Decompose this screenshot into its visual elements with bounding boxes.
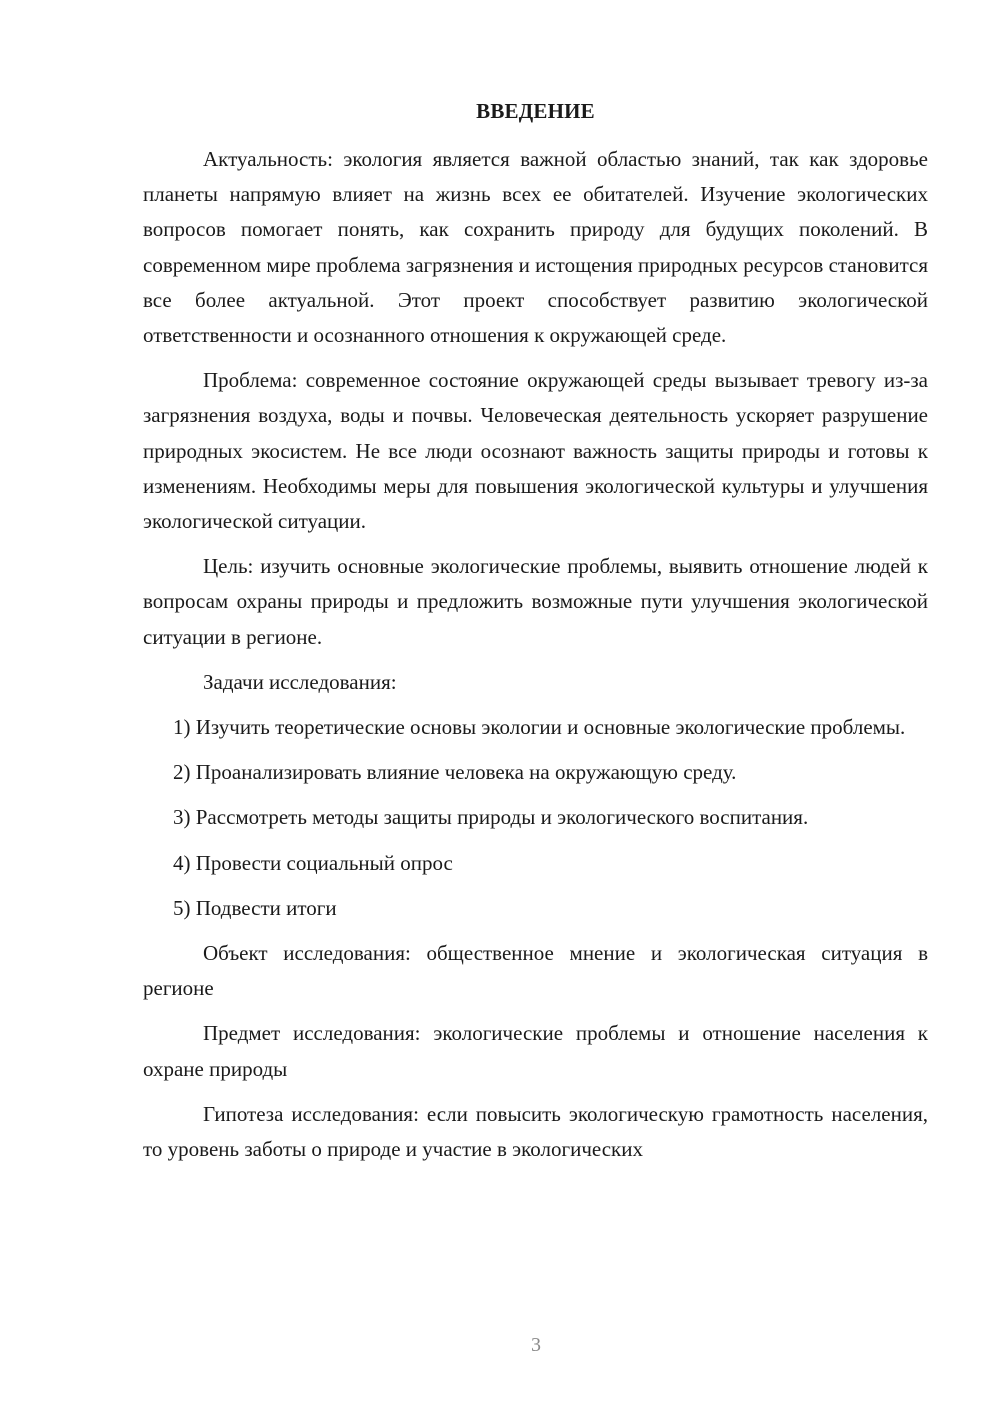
body-text (143, 142, 928, 1167)
paragraph-goal: Цель: изучить основные экологические проблемы, выявить отношение людей к вопросам охраны природы и предложить возможные пути улучшения экологической ситуации в регионе. (143, 554, 928, 649)
page-number: 3 (531, 1334, 541, 1356)
task-item-3: 3) Рассмотреть методы защиты природы и экологического воспитания. (173, 805, 809, 830)
paragraph-relevance: Актуальность: экология является важной областью знаний, так как здоровье планеты напрямую влияет на жизнь всех ее обитателей. Изучение экологических вопросов помогает понять, как сохранить природу для будущих поколений. В современном мире проблема загрязнения и истощения природных ресурсов становится все более актуальной. Этот проект способствует развитию экологической ответственности и осознанного отношения к окружающей среде. (143, 147, 928, 348)
task-item-1: 1) Изучить теоретические основы экологии и основные экологические проблемы. (173, 715, 906, 740)
paragraph-hypothesis: Гипотеза исследования: если повысить экологическую грамотность населения, то уровень заботы о природе и участие в экологических (143, 1101, 928, 1162)
task-item-5: 5) Подвести итоги (173, 895, 337, 920)
paragraph-subject: Предмет исследования: экологические проблемы и отношение населения к охране природы (143, 1021, 928, 1081)
task-item-2: 2) Проанализировать влияние человека на окружающую среду. (173, 760, 737, 785)
page-title: ВВЕДЕНИЕ (476, 99, 595, 123)
task-item-4: 4) Провести социальный опрос (173, 850, 453, 875)
paragraph-tasks-heading: Задачи исследования: (203, 669, 397, 694)
paragraph-problem: Проблема: современное состояние окружающей среды вызывает тревогу из-за загрязнения воздуха, воды и почвы. Человеческая деятельность ускоряет разрушение природных экосистем. Не все люди осознают важность защиты природы и готовы к изменениям. Необходимы меры для повышения экологической культуры и улучшения экологической ситуации. (143, 368, 928, 534)
paragraph-object: Объект исследования: общественное мнение и экологическая ситуация в регионе (143, 941, 928, 1001)
